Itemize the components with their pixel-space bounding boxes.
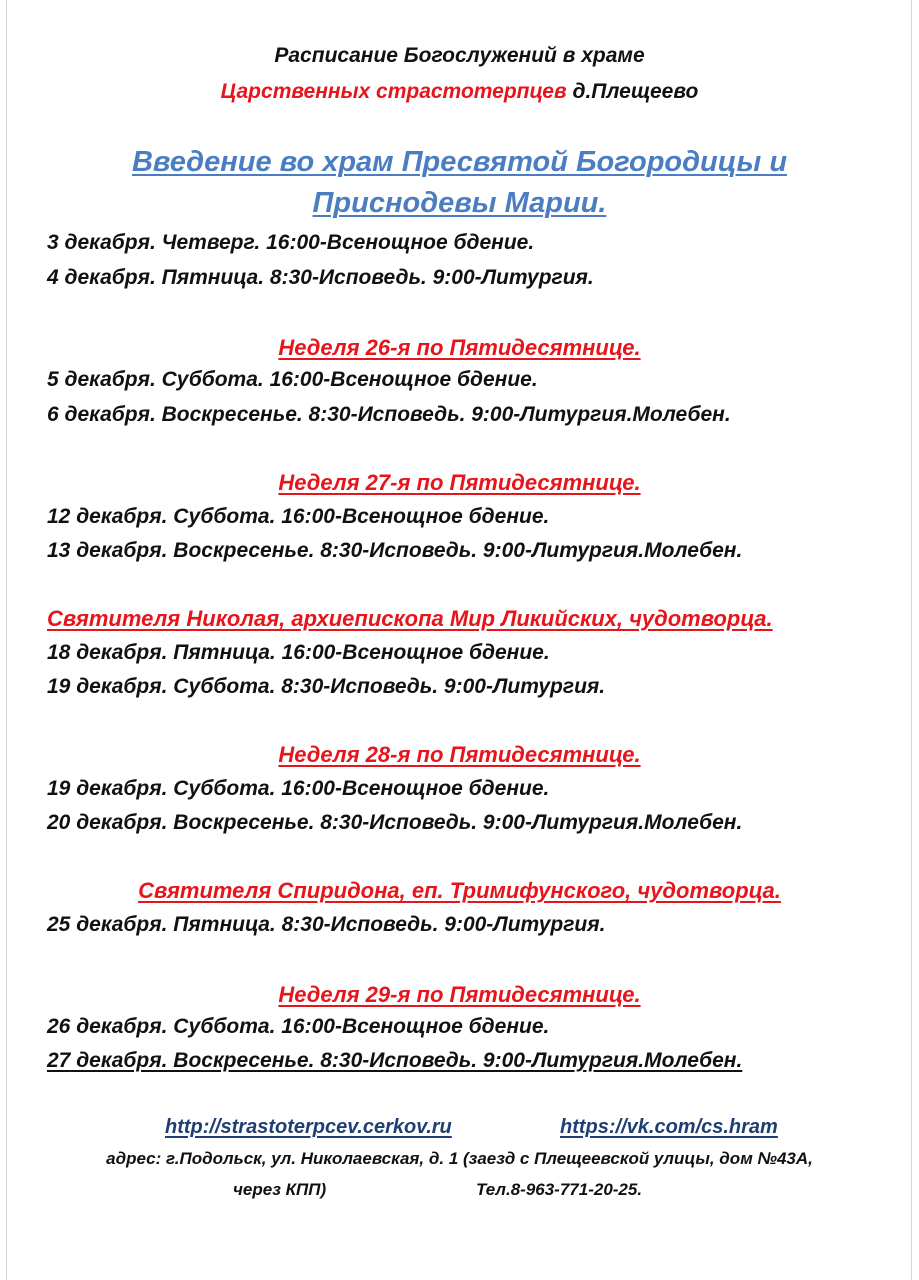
service-line: 6 декабря. Воскресенье. 8:30-Исповедь. 9:00-Литургия.Молебен. [47,403,731,426]
address-line: адрес: г.Подольск, ул. Николаевская, д. 1 (заезд с Плещеевской улицы, дом №43А, [106,1149,813,1168]
website-link[interactable]: http://strastoterpcev.cerkov.ru [165,1116,452,1138]
service-line: 5 декабря. Суббота. 16:00-Всенощное бдение. [47,368,538,391]
feast-title-line1: Введение во храм Пресвятой Богородицы и [131,146,788,178]
service-line: 3 декабря. Четверг. 16:00-Всенощное бдение. [47,231,535,254]
section-heading: Неделя 28-я по Пятидесятнице. [278,742,641,767]
service-day-underlined: 27 [47,1049,71,1072]
service-line-rest: декабря. Воскресенье. 8:30-Исповедь. 9:00-Литургия.Молебен. [70,1049,743,1072]
section-heading: Святителя Николая, архиепископа Мир Ликийских, чудотворца. [47,606,773,631]
service-line: 18 декабря. Пятница. 16:00-Всенощное бдение. [47,641,550,664]
church-location: д.Плещеево [566,80,699,103]
section-heading: Неделя 26-я по Пятидесятнице. [278,335,641,360]
address-checkpoint: через КПП) [233,1180,327,1199]
section-heading: Неделя 29-я по Пятидесятнице. [278,982,641,1007]
service-line: 12 декабря. Суббота. 16:00-Всенощное бдение. [47,505,550,528]
service-line: 20 декабря. Воскресенье. 8:30-Исповедь. 9:00-Литургия.Молебен. [47,811,743,834]
church-name-red: Царственных страстотерпцев [220,80,567,103]
church-name [0,80,919,104]
vk-link[interactable]: https://vk.com/cs.hram [560,1116,778,1138]
service-line: 4 декабря. Пятница. 8:30-Исповедь. 9:00-Литургия. [47,266,594,289]
phone-number: Тел.8-963-771-20-25. [476,1180,643,1199]
service-line-last [47,1049,742,1073]
section-heading: Святителя Спиридона, еп. Тримифунского, чудотворца. [138,878,781,903]
service-line: 25 декабря. Пятница. 8:30-Исповедь. 9:00-Литургия. [47,913,606,936]
service-line: 13 декабря. Воскресенье. 8:30-Исповедь. 9:00-Литургия.Молебен. [47,539,743,562]
service-line: 19 декабря. Суббота. 16:00-Всенощное бдение. [47,777,550,800]
page-title: Расписание Богослужений в храме [274,44,645,67]
service-line: 26 декабря. Суббота. 16:00-Всенощное бдение. [47,1015,550,1038]
service-line: 19 декабря. Суббота. 8:30-Исповедь. 9:00-Литургия. [47,675,606,698]
section-heading: Неделя 27-я по Пятидесятнице. [278,470,641,495]
feast-title-line2: Приснодевы Марии. [312,187,607,219]
